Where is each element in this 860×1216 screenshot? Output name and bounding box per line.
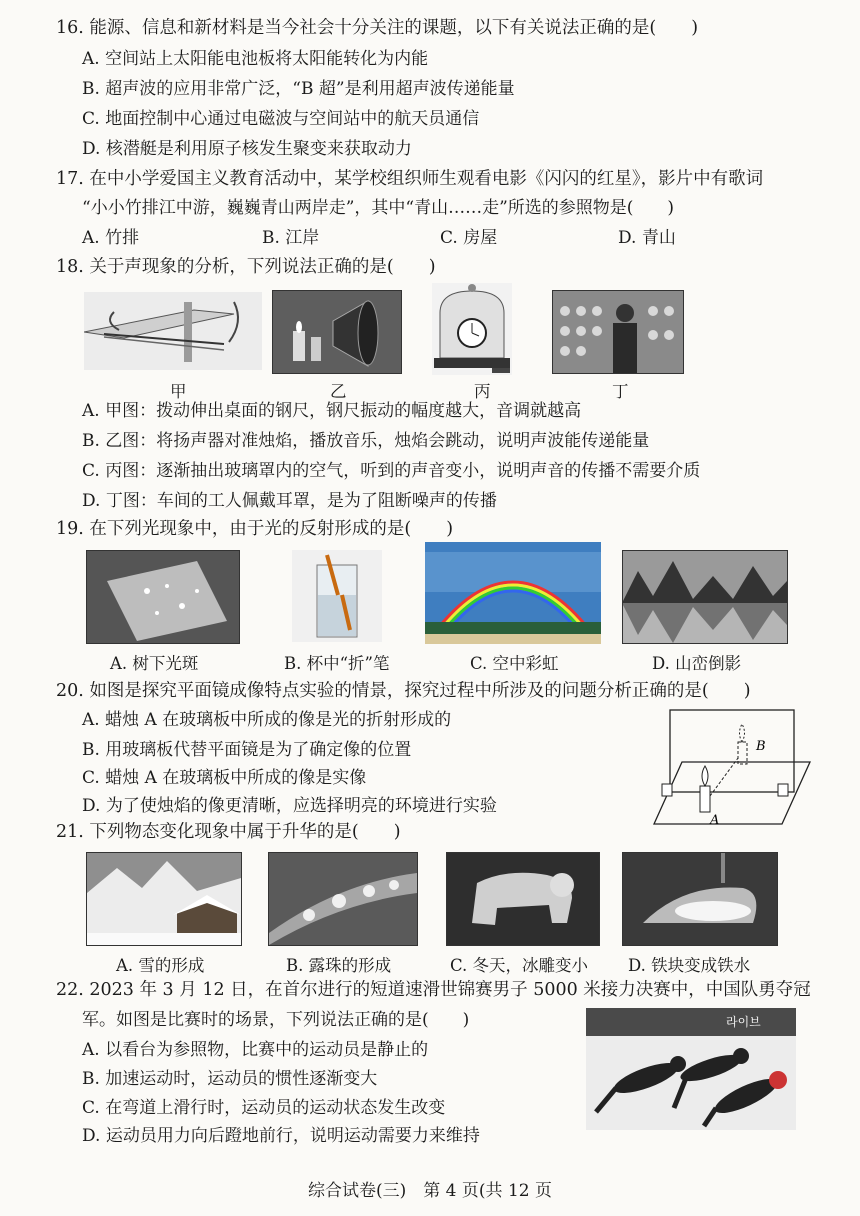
figure-molten-iron [622, 852, 778, 946]
figure-bent-pencil [292, 550, 382, 642]
figure-light-spots [86, 550, 240, 644]
question-17-option-d: D. 青山 [618, 228, 676, 248]
question-20-option-b: B. 用玻璃板代替平面镜是为了确定像的位置 [82, 740, 412, 760]
figure-bell-jar-clock [432, 283, 512, 375]
question-16-option-c: C. 地面控制中心通过电磁波与空间站中的航天员通信 [82, 109, 480, 129]
figure-caption-21d: D. 铁块变成铁水 [628, 956, 751, 975]
figure-caption-19c: C. 空中彩虹 [470, 654, 559, 673]
figure-mountain-reflection [622, 550, 788, 644]
question-16-stem: 16. 能源、信息和新材料是当今社会十分关注的课题，以下有关说法正确的是( ) [56, 18, 699, 38]
question-20-option-d: D. 为了使烛焰的像更清晰，应选择明亮的环境进行实验 [82, 796, 497, 816]
figure-caption-21c: C. 冬天，冰雕变小 [450, 956, 589, 975]
figure-ice-sculpture [446, 852, 600, 946]
question-22-option-b: B. 加速运动时，运动员的惯性逐渐变大 [82, 1069, 378, 1089]
question-22-stem-line1: 22. 2023 年 3 月 12 日，在首尔进行的短道速滑世锦赛男子 5000 米接力决赛中，中国队勇夺冠 [56, 980, 811, 1000]
figure-caption-21a: A. 雪的形成 [116, 956, 205, 975]
label-candle-a: A [710, 813, 720, 828]
photo-banner-text: 라이브 [726, 1015, 761, 1029]
question-22-stem-line2: 军。如图是比赛时的场景，下列说法正确的是( ) [82, 1010, 470, 1030]
figure-plane-mirror-experiment [652, 706, 812, 828]
figure-caption-jia: 甲 [170, 382, 187, 401]
figure-dew [268, 852, 418, 946]
question-16-option-a: A. 空间站上太阳能电池板将太阳能转化为内能 [82, 49, 429, 69]
figure-caption-19b: B. 杯中“折”笔 [284, 654, 390, 673]
question-22-option-d: D. 运动员用力向后蹬地前行，说明运动需要力来维持 [82, 1126, 480, 1146]
question-17-stem-line2: “小小竹排江中游，巍巍青山两岸走”，其中“青山……走”所选的参照物是( ) [82, 198, 675, 218]
figure-caption-bing: 丙 [474, 382, 491, 401]
question-16-option-d: D. 核潜艇是利用原子核发生聚变来获取动力 [82, 139, 412, 159]
question-22-option-a: A. 以看台为参照物，比赛中的运动员是静止的 [82, 1040, 429, 1060]
question-19-stem: 19. 在下列光现象中，由于光的反射形成的是( ) [56, 519, 454, 539]
figure-speaker-candle [272, 290, 402, 374]
figure-caption-yi: 乙 [330, 382, 347, 401]
question-20-option-c: C. 蜡烛 A 在玻璃板中所成的像是实像 [82, 768, 367, 788]
question-17-stem-line1: 17. 在中小学爱国主义教育活动中，某学校组织师生观看电影《闪闪的红星》，影片中有歌词 [56, 169, 764, 189]
figure-snow [86, 852, 242, 946]
question-18-option-b: B. 乙图：将扬声器对准烛焰，播放音乐，烛焰会跳动，说明声波能传递能量 [82, 431, 650, 451]
question-18-option-a: A. 甲图：拨动伸出桌面的钢尺，钢尺振动的幅度越大，音调就越高 [82, 401, 582, 421]
question-18-option-d: D. 丁图：车间的工人佩戴耳罩，是为了阻断噪声的传播 [82, 491, 497, 511]
figure-caption-19a: A. 树下光斑 [110, 654, 199, 673]
question-18-stem: 18. 关于声现象的分析，下列说法正确的是( ) [56, 257, 436, 277]
figure-caption-21b: B. 露珠的形成 [286, 956, 392, 975]
question-17-option-b: B. 江岸 [262, 228, 320, 248]
question-21-stem: 21. 下列物态变化现象中属于升华的是( ) [56, 822, 401, 842]
figure-caption-19d: D. 山峦倒影 [652, 654, 742, 673]
question-18-option-c: C. 丙图：逐渐抽出玻璃罩内的空气，听到的声音变小，说明声音的传播不需要介质 [82, 461, 701, 481]
label-candle-b: B [756, 739, 766, 754]
page-footer: 综合试卷(三) 第 4 页(共 12 页 [308, 1181, 552, 1201]
figure-caption-ding: 丁 [612, 382, 629, 401]
figure-factory-earmuffs [552, 290, 684, 374]
figure-ruler-pluck [84, 292, 262, 370]
figure-speed-skating [586, 1008, 796, 1130]
question-20-stem: 20. 如图是探究平面镜成像特点实验的情景，探究过程中所涉及的问题分析正确的是( ) [56, 681, 751, 701]
question-20-option-a: A. 蜡烛 A 在玻璃板中所成的像是光的折射形成的 [82, 710, 452, 730]
question-16-option-b: B. 超声波的应用非常广泛，“B 超”是利用超声波传递能量 [82, 79, 515, 99]
figure-rainbow [425, 542, 601, 644]
question-17-option-a: A. 竹排 [82, 228, 140, 248]
question-22-option-c: C. 在弯道上滑行时，运动员的运动状态发生改变 [82, 1098, 446, 1118]
question-17-option-c: C. 房屋 [440, 228, 498, 248]
